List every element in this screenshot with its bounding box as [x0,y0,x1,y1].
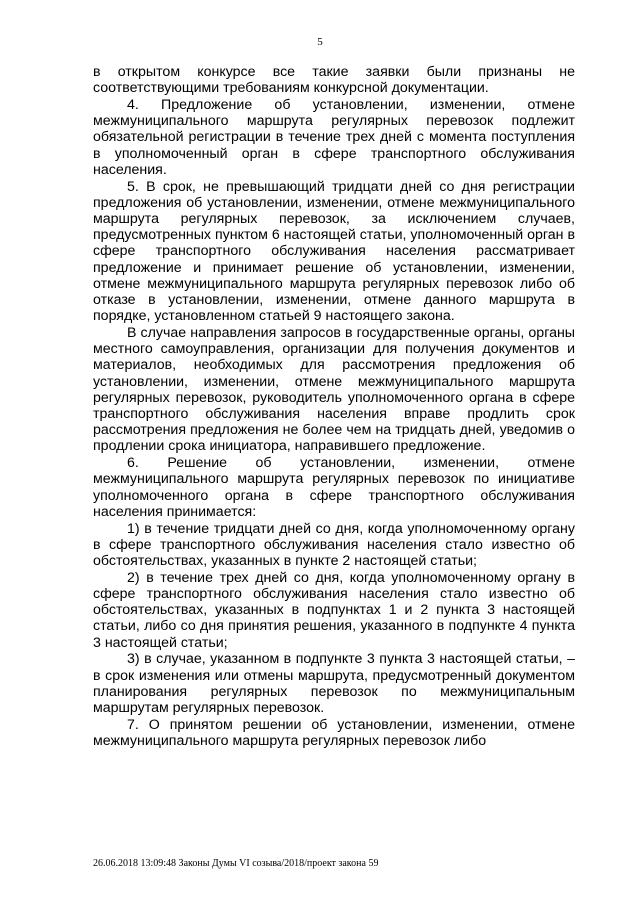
paragraph: 6. Решение об установлении, изменении, отмене межмуниципального маршрута регулярных перевозок по инициативе уполномоченного органа в сфере транспортного обслуживания населения принимается: [93,455,575,520]
paragraph: 1) в течение тридцати дней со дня, когда уполномоченному органу в сфере транспортного обслуживания населения стало известно об обстоятельствах, указанных в пункте 2 настоящей статьи; [93,520,575,570]
document-footer: 26.06.2018 13:09:48 Законы Думы VI созыва/2018/проект закона 59 [93,858,379,869]
paragraph: 7. О принятом решении об установлении, изменении, отмене межмуниципального маршрута регулярных перевозок либо [93,716,575,750]
paragraph: 5. В срок, не превышающий тридцати дней со дня регистрации предложения об установлении, изменении, отмене межмуниципального маршрута регулярных перевозок, за исключением случаев, предусмотренных пунктом 6 настоящей статьи, уполномоченный орган в сфере транспортного обслуживания населения рассматривает предложение и принимает решение об установлении, изменении, отмене межмуниципального маршрута регулярных перевозок либо об отказе в установлении, изменении, отмене данного маршрута в порядке, установленном статьей 9 настоящего закона. [93,178,575,325]
paragraph: 4. Предложение об установлении, изменении, отмене межмуниципального маршрута регулярных перевозок подлежит обязательной регистрации в течение трех дней с момента поступления в уполномоченный орган в сфере транспортного обслуживания населения. [93,97,575,178]
document-body [93,64,575,750]
page-number: 5 [317,36,323,48]
paragraph: 2) в течение трех дней со дня, когда уполномоченному органу в сфере транспортного обслуживания населения стало известно об обстоятельствах, указанных в подпунктах 1 и 2 пункта 3 настоящей статьи, либо со дня принятия решения, указанного в подпункте 4 пункта 3 настоящей статьи; [93,569,575,651]
paragraph: в открытом конкурсе все такие заявки были признаны не соответствующими требованиям конкурсной документации. [93,64,575,97]
paragraph: В случае направления запросов в государственные органы, органы местного самоуправления, организации для получения документов и материалов, необходимых для рассмотрения предложения об установлении, изменении, отмене межмуниципального маршрута регулярных перевозок, руководитель уполномоченного органа в сфере транспортного обслуживания населения вправе продлить срок рассмотрения предложения не более чем на тридцать дней, уведомив о продлении срока инициатора, направившего предложение. [93,325,575,455]
paragraph: 3) в случае, указанном в подпункте 3 пункта 3 настоящей статьи, – в срок изменения или отмены маршрута, предусмотренный документом планирования регулярных перевозок по межмуниципальным маршрутам регулярных перевозок. [93,651,575,717]
